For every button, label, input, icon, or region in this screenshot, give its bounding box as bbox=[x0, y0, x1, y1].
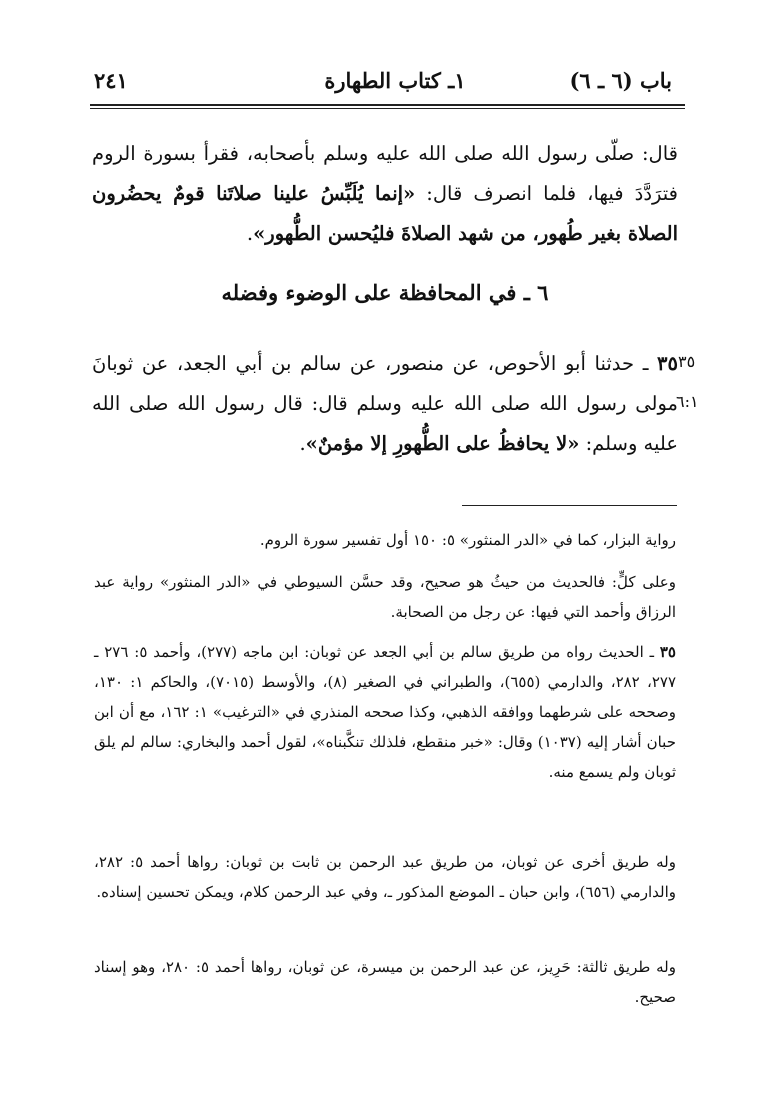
hadith-number: ٣٥ bbox=[657, 352, 678, 375]
footnote-3 bbox=[94, 637, 676, 787]
header-rule-thin bbox=[90, 108, 685, 109]
section-title: ٦ ـ في المحافظة على الوضوء وفضله bbox=[221, 280, 549, 305]
paragraph1-text: قال: صلّى رسول الله صلى الله عليه وسلم بأصحابه، فقرأ بسورة الروم فترَدَّدَ فيها، فلما انصرف قال: bbox=[92, 142, 678, 205]
paragraph1-quote: «إنما يُلَبِّسُ علينا صلاتَنا قومٌ يحضُرون الصلاة بغير طُهور، من شهد الصلاةَ فليُحسن الطُّهور» bbox=[92, 182, 678, 245]
footnote-divider bbox=[462, 505, 677, 506]
main-paragraph-1 bbox=[92, 134, 678, 254]
header-rule bbox=[90, 104, 685, 106]
paragraph1-end: . bbox=[246, 222, 254, 245]
footnote-4: وله طريق أخرى عن ثوبان، من طريق عبد الرحمن بن ثابت بن ثوبان: رواها أحمد ٥: ٢٨٢، والدارمي (٦٥٦)، وابن حبان ـ الموضع المذكور ـ، وفي عبد الرحمن كلام، ويمكن تحسين إسناده. bbox=[94, 853, 676, 901]
margin-reference: ٦:١ bbox=[676, 392, 699, 411]
margin-number: ٣٥ bbox=[678, 352, 696, 371]
footnote-1: رواية البزار، كما في «الدر المنثور» ٥: ١٥٠ أول تفسير سورة الروم. bbox=[259, 531, 676, 549]
chapter-title: ١ـ كتاب الطهارة bbox=[324, 68, 466, 93]
footnote-3-text: ـ الحديث رواه من طريق سالم بن أبي الجعد عن ثوبان: ابن ماجه (٢٧٧)، وأحمد ٥: ٢٧٦ ـ ٢٧٧، ٢٨٢، والدارمي (٦٥٥)، والطبراني في الصغير (٨)، والأوسط (٧٠١٥)، والحاكم ١: ١٣٠، وصححه على شرطهما ووافقه الذهبي، وكذا صححه المنذري في «الترغيب» ١: ١٦٢، مع أن ابن حبان أشار إليه (١٠٣٧) وقال: «خبر منقطع، فلذلك تنكَّبناه»، لقول أحمد والبخاري: سالم لم يلق ثوبان ولم يسمع منه. bbox=[94, 643, 677, 781]
footnote-2: وعلى كلٍّ: فالحديث من حيثُ هو صحيح، وقد حسَّن السيوطي في «الدر المنثور» رواية عبد الرزاق وأحمد التي فيها: عن رجل من الصحابة. bbox=[94, 573, 676, 621]
main-paragraph-2 bbox=[92, 344, 678, 464]
page-number: ٢٤١ bbox=[94, 68, 128, 93]
footnote-3-number: ٣٥ bbox=[659, 643, 676, 661]
section-label: باب (٦ ـ ٦) bbox=[569, 68, 672, 93]
paragraph2-quote: «لا يحافظُ على الطُّهورِ إلا مؤمنٌ» bbox=[305, 432, 580, 455]
paragraph2-text: ـ حدثنا أبو الأحوص، عن منصور، عن سالم بن أبي الجعد، عن ثوبانَ مولى رسول الله صلى الله عليه وسلم قال: قال رسول الله صلى الله عليه وسلم: bbox=[92, 352, 678, 455]
paragraph2-end: . bbox=[299, 432, 306, 455]
footnote-5: وله طريق ثالثة: حَرِيز، عن عبد الرحمن بن ميسرة، عن ثوبان، رواها أحمد ٥: ٢٨٠، وهو إسناد صحيح. bbox=[94, 958, 676, 1006]
